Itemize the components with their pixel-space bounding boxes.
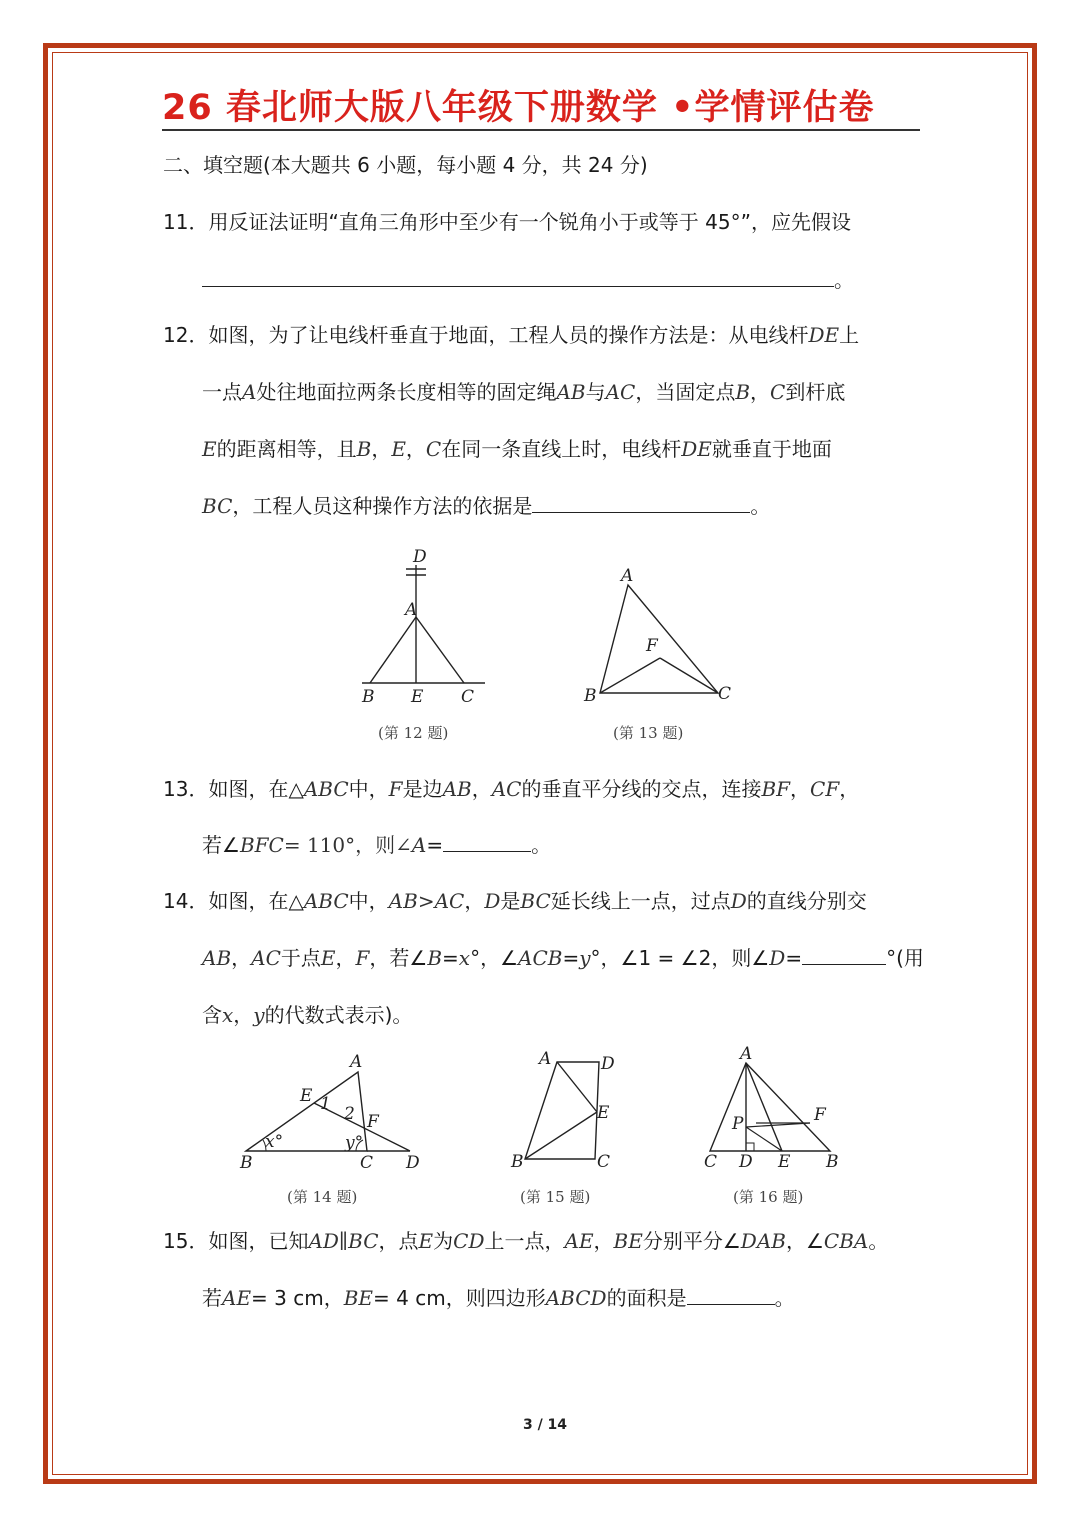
math-var: CBA bbox=[823, 1229, 869, 1253]
page-title: 26 春北师大版八年级下册数学 •学情评估卷 bbox=[162, 88, 875, 128]
math-var: D bbox=[484, 889, 501, 913]
math-var: E bbox=[391, 437, 406, 461]
text: 是 bbox=[500, 889, 521, 913]
text: ，工程人员这种操作方法的依据是 bbox=[232, 494, 533, 518]
text: 12．如图，为了让电线杆垂直于地面，工程人员的操作方法是：从电线杆 bbox=[163, 323, 809, 347]
segment-be bbox=[525, 1112, 597, 1159]
math-var: AB>AC bbox=[388, 889, 465, 913]
answer-blank[interactable] bbox=[202, 266, 834, 287]
text: 中， bbox=[348, 777, 389, 801]
text: ， bbox=[750, 380, 771, 404]
text: ，点 bbox=[378, 1229, 419, 1253]
math-var: AE bbox=[564, 1229, 594, 1253]
math-var: BC bbox=[202, 494, 233, 518]
text: 是边 bbox=[402, 777, 443, 801]
math-var: ABCD bbox=[545, 1286, 607, 1310]
label-a: A bbox=[539, 1049, 552, 1069]
text: 14．如图，在△ bbox=[163, 889, 304, 913]
text: = 4 cm，则四边形 bbox=[373, 1286, 546, 1310]
label-b: B bbox=[584, 686, 597, 706]
text: 处往地面拉两条长度相等的固定绳 bbox=[256, 380, 557, 404]
label-d: D bbox=[413, 547, 427, 567]
math-var: BF bbox=[761, 777, 791, 801]
question-11-answer bbox=[202, 266, 854, 294]
text: 在同一条直线上时，电线杆 bbox=[441, 437, 682, 461]
question-12-line-2 bbox=[202, 378, 845, 406]
math-var: BE bbox=[613, 1229, 643, 1253]
label-a: A bbox=[621, 566, 634, 586]
math-var: E bbox=[320, 946, 336, 970]
triangle-abc bbox=[710, 1063, 830, 1151]
text: ， bbox=[371, 437, 392, 461]
label-b: B bbox=[511, 1152, 524, 1172]
label-angle-2: 2 bbox=[344, 1104, 355, 1124]
triangle-abc bbox=[600, 585, 718, 693]
text: ，若∠ bbox=[369, 946, 428, 970]
text: 于点 bbox=[280, 946, 321, 970]
math-var: BE bbox=[343, 1286, 374, 1310]
math-var: A bbox=[242, 380, 257, 404]
math-var: D bbox=[730, 889, 747, 913]
text: ， bbox=[335, 946, 356, 970]
math-var: ABC bbox=[303, 889, 349, 913]
text: 中， bbox=[348, 889, 389, 913]
section-heading: 二、填空题(本大题共 6 小题，每小题 4 分，共 24 分) bbox=[163, 153, 648, 177]
text: 若 bbox=[202, 1286, 222, 1310]
question-14-line-2 bbox=[202, 944, 924, 972]
text: = bbox=[442, 946, 459, 970]
text: °，∠ bbox=[470, 946, 519, 970]
text: 上 bbox=[839, 323, 860, 347]
math-var: B bbox=[356, 437, 372, 461]
text: 若∠ bbox=[202, 833, 240, 857]
math-var: DE bbox=[808, 323, 840, 347]
math-var: x bbox=[458, 946, 471, 970]
text: °(用 bbox=[886, 946, 924, 970]
math-var: C bbox=[770, 380, 786, 404]
answer-blank[interactable] bbox=[802, 944, 886, 965]
question-12-line-3 bbox=[202, 435, 832, 463]
text: ， bbox=[233, 1003, 254, 1027]
label-d: D bbox=[739, 1152, 753, 1172]
punctuation: 。 bbox=[531, 833, 552, 857]
quadrilateral-abcd bbox=[525, 1062, 599, 1159]
math-var: DE bbox=[681, 437, 712, 461]
page-number: 3 / 14 bbox=[522, 1417, 568, 1433]
label-f: F bbox=[814, 1105, 826, 1125]
answer-blank[interactable] bbox=[687, 1284, 775, 1305]
math-var: AB bbox=[442, 777, 472, 801]
math-var: ACB bbox=[518, 946, 563, 970]
math-var: y bbox=[579, 946, 591, 970]
label-x: x° bbox=[265, 1132, 284, 1152]
math-var: AB bbox=[202, 946, 232, 970]
text: 的直线分别交 bbox=[746, 889, 867, 913]
math-var: F bbox=[355, 946, 370, 970]
math-var: CD bbox=[453, 1229, 485, 1253]
figure-14-caption: (第 14 题) bbox=[287, 1188, 358, 1206]
math-var: AD∥BC bbox=[308, 1229, 379, 1253]
punctuation: 。 bbox=[834, 268, 854, 292]
text: ， bbox=[464, 889, 485, 913]
figure-12-caption: (第 12 题) bbox=[378, 724, 449, 742]
text: 的垂直平分线的交点，连接 bbox=[521, 777, 762, 801]
text: 延长线上一点，过点 bbox=[550, 889, 731, 913]
text: 含 bbox=[202, 1003, 222, 1027]
text: ，当固定点 bbox=[635, 380, 736, 404]
question-11-text: 11．用反证法证明“直角三角形中至少有一个锐角小于或等于 45°”，应先假设 bbox=[163, 210, 851, 234]
text: = 110°，则∠ bbox=[283, 833, 412, 857]
math-var: BFC bbox=[239, 833, 284, 857]
math-var: F bbox=[388, 777, 403, 801]
label-e: E bbox=[778, 1152, 791, 1172]
math-var: x bbox=[222, 1003, 234, 1027]
question-13-line-1 bbox=[163, 775, 859, 803]
figure-16-caption: (第 16 题) bbox=[733, 1188, 804, 1206]
title-underline bbox=[162, 129, 920, 131]
answer-blank[interactable] bbox=[532, 492, 750, 513]
math-var: D bbox=[769, 946, 786, 970]
math-var: CF bbox=[810, 777, 840, 801]
text: ， bbox=[471, 777, 492, 801]
rope-ac bbox=[416, 617, 464, 683]
question-14-line-3 bbox=[202, 1001, 412, 1029]
math-var: E bbox=[202, 437, 217, 461]
math-var: AE bbox=[222, 1286, 252, 1310]
math-var: DAB bbox=[740, 1229, 786, 1253]
math-var: AC bbox=[251, 946, 281, 970]
math-var: A bbox=[411, 833, 427, 857]
text: ，∠ bbox=[785, 1229, 824, 1253]
figure-16 bbox=[700, 1043, 850, 1177]
segment-ae bbox=[557, 1062, 597, 1112]
text: 到杆底 bbox=[785, 380, 846, 404]
segment-ae bbox=[746, 1063, 782, 1151]
math-var: y bbox=[253, 1003, 265, 1027]
text: ， bbox=[405, 437, 426, 461]
label-b: B bbox=[240, 1153, 253, 1173]
label-e: E bbox=[411, 687, 424, 705]
question-15-line-1 bbox=[163, 1227, 888, 1255]
text: ， bbox=[839, 777, 860, 801]
question-12-line-1 bbox=[163, 321, 859, 349]
label-e: E bbox=[300, 1086, 313, 1106]
segment-cf bbox=[660, 658, 718, 693]
question-13-line-2 bbox=[202, 831, 551, 859]
label-p: P bbox=[732, 1114, 744, 1134]
text: 与 bbox=[585, 380, 606, 404]
punctuation: 。 bbox=[774, 1286, 795, 1310]
text: = bbox=[426, 833, 444, 857]
math-var: B bbox=[735, 380, 751, 404]
figure-13 bbox=[578, 563, 738, 712]
label-d: D bbox=[406, 1153, 420, 1173]
text: 一点 bbox=[202, 380, 242, 404]
label-a: A bbox=[350, 1052, 363, 1072]
question-14-line-1 bbox=[163, 887, 867, 915]
label-e: E bbox=[597, 1103, 610, 1123]
math-var: AC bbox=[491, 777, 522, 801]
text: 的代数式表示)。 bbox=[264, 1003, 413, 1027]
label-c: C bbox=[704, 1152, 718, 1172]
text: 分别平分∠ bbox=[642, 1229, 741, 1253]
math-var: AC bbox=[605, 380, 636, 404]
text: 13．如图，在△ bbox=[163, 777, 304, 801]
text: 为 bbox=[433, 1229, 454, 1253]
text: = 3 cm， bbox=[251, 1286, 344, 1310]
text: 上一点， bbox=[484, 1229, 565, 1253]
figure-12 bbox=[350, 545, 500, 709]
label-f: F bbox=[367, 1112, 379, 1132]
math-var: C bbox=[425, 437, 442, 461]
text: = bbox=[562, 946, 580, 970]
label-a: A bbox=[740, 1044, 753, 1064]
label-c: C bbox=[597, 1152, 611, 1172]
math-var: ABC bbox=[303, 777, 349, 801]
label-angle-1: 1 bbox=[320, 1094, 331, 1114]
figure-15-caption: (第 15 题) bbox=[520, 1188, 591, 1206]
label-c: C bbox=[360, 1153, 374, 1173]
math-var: E bbox=[418, 1229, 434, 1253]
text: ， bbox=[790, 777, 811, 801]
label-b: B bbox=[826, 1152, 839, 1172]
figure-15 bbox=[505, 1047, 625, 1179]
rope-ab bbox=[370, 617, 416, 683]
label-b: B bbox=[362, 687, 375, 705]
text: ， bbox=[231, 946, 252, 970]
question-15-line-2 bbox=[202, 1284, 795, 1312]
label-c: C bbox=[718, 684, 732, 704]
figure-13-caption: (第 13 题) bbox=[613, 724, 684, 742]
text: 就垂直于地面 bbox=[711, 437, 832, 461]
punctuation: 。 bbox=[750, 494, 771, 518]
label-c: C bbox=[461, 687, 475, 705]
text: ， bbox=[593, 1229, 614, 1253]
right-angle-mark bbox=[746, 1143, 754, 1151]
math-var: B bbox=[427, 946, 443, 970]
text: 的距离相等，且 bbox=[216, 437, 357, 461]
math-var: BC bbox=[520, 889, 551, 913]
label-y: y° bbox=[345, 1133, 364, 1153]
text: = bbox=[785, 946, 803, 970]
label-d: D bbox=[601, 1054, 615, 1074]
segment-bf bbox=[600, 658, 660, 693]
math-var: AB bbox=[556, 380, 586, 404]
question-12-line-4 bbox=[202, 492, 770, 520]
text: 的面积是 bbox=[606, 1286, 687, 1310]
figure-14 bbox=[232, 1050, 432, 1179]
answer-blank[interactable] bbox=[443, 831, 531, 852]
text: 。 bbox=[868, 1229, 889, 1253]
label-a: A bbox=[405, 600, 418, 620]
label-f: F bbox=[646, 636, 658, 656]
text: °，∠1 = ∠2，则∠ bbox=[590, 946, 770, 970]
text: 15．如图，已知 bbox=[163, 1229, 309, 1253]
